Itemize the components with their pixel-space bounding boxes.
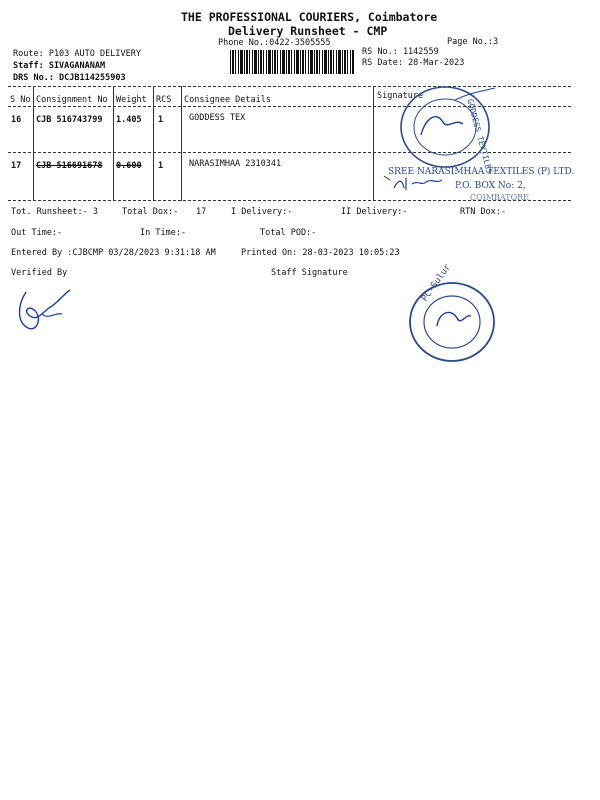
barcode bbox=[230, 50, 354, 74]
pc-sulur-stamp-icon bbox=[407, 280, 497, 364]
narasimhaa-signature-icon bbox=[382, 170, 462, 196]
route: Route: P103 AUTO DELIVERY bbox=[13, 49, 141, 59]
in-time: In Time:- bbox=[140, 228, 187, 238]
verifier-signature-icon bbox=[12, 284, 76, 336]
total-dox-label: Total Dox:- bbox=[122, 207, 179, 217]
company-name: THE PROFESSIONAL COURIERS, Coimbatore bbox=[181, 10, 438, 24]
staff-name: Staff: SIVAGANANAM bbox=[13, 61, 106, 71]
staff-signature-label: Staff Signature bbox=[271, 268, 348, 278]
col-header-weight: Weight bbox=[116, 95, 147, 105]
ii-delivery: II Delivery:- bbox=[341, 207, 408, 217]
row-weight: 0.600 bbox=[116, 161, 142, 171]
tot-runsheet: Tot. Runsheet:- 3 bbox=[11, 207, 98, 217]
page-number: Page No.:3 bbox=[447, 37, 499, 47]
col-divider bbox=[181, 86, 182, 201]
phone-number: Phone No.:0422-3505555 bbox=[218, 38, 331, 48]
col-header-consignment: Consignment No bbox=[36, 95, 108, 105]
rs-date: RS Date: 28-Mar-2023 bbox=[362, 58, 465, 68]
row-sno: 17 bbox=[11, 161, 22, 171]
document-title: Delivery Runsheet - CMP bbox=[228, 24, 388, 38]
col-divider bbox=[33, 86, 34, 201]
i-delivery: I Delivery:- bbox=[231, 207, 293, 217]
row-consignee: NARASIMHAA 2310341 bbox=[189, 159, 282, 169]
col-header-sno: S No bbox=[10, 95, 31, 105]
col-header-signature: Signature bbox=[377, 91, 424, 101]
col-header-rcs: RCS bbox=[156, 95, 172, 105]
entered-by: Entered By :CJBCMP 03/28/2023 9:31:18 AM bbox=[11, 248, 216, 258]
row-weight: 1.405 bbox=[116, 115, 142, 125]
rs-number: RS No.: 1142559 bbox=[362, 47, 439, 57]
col-divider bbox=[373, 86, 374, 201]
goddess-stamp-text: GODDESS TEXTILES bbox=[465, 98, 494, 175]
col-divider bbox=[153, 86, 154, 201]
rtn-dox: RTN Dox:- bbox=[460, 207, 507, 217]
row-rcs: 1 bbox=[158, 115, 164, 125]
printed-on: Printed On: 28-03-2023 10:05:23 bbox=[241, 248, 400, 258]
out-time: Out Time:- bbox=[11, 228, 63, 238]
col-header-consignee: Consignee Details bbox=[184, 95, 271, 105]
total-pod: Total POD:- bbox=[260, 228, 317, 238]
total-dox-value: 17 bbox=[196, 207, 207, 217]
narasimhaa-stamp-city: COIMBATORE bbox=[470, 193, 530, 202]
col-divider bbox=[113, 86, 114, 201]
verified-by: Verified By bbox=[11, 268, 68, 278]
row-rcs: 1 bbox=[158, 161, 164, 171]
row-sno: 16 bbox=[11, 115, 22, 125]
narasimhaa-stamp-name: SREE NARASIMHAA TEXTILES (P) LTD. bbox=[388, 167, 575, 177]
row-consignment: CJB 516691678 bbox=[36, 161, 103, 171]
row-consignment: CJB 516743799 bbox=[36, 115, 103, 125]
drs-number: DRS No.: DCJB114255903 bbox=[13, 73, 126, 83]
pc-sulur-stamp-text: PC-Sulur bbox=[420, 262, 454, 304]
narasimhaa-stamp-pobox: P.O. BOX No: 2, bbox=[455, 181, 526, 191]
row-consignee: GODDESS TEX bbox=[189, 113, 246, 123]
